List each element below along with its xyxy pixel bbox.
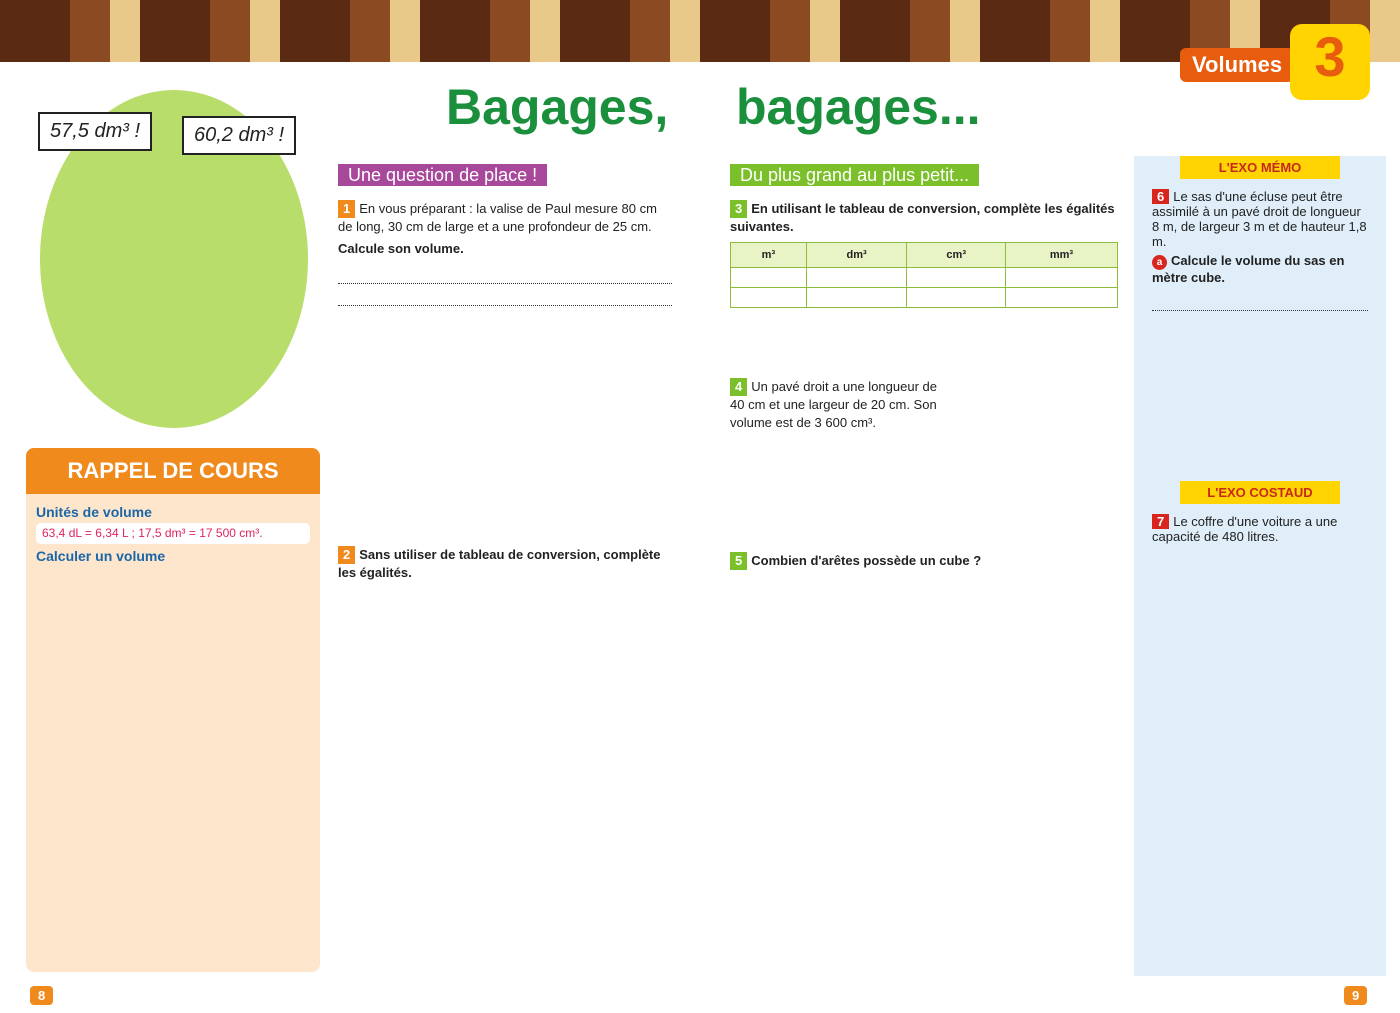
- speech-bubble-2: 60,2 dm³ !: [182, 116, 296, 155]
- sidebar: L'EXO MÉMO 6 Le sas d'une écluse peut être assimilé à un pavé droit de longueur 8 m, de largeur 3 m et de hauteur 1,8 m. a Calcule le volume du sas en mètre cube. L'EXO COSTAUD 7 Le coffre d'une voiture a une capacité de 480 litres.: [1134, 156, 1386, 976]
- exercise-5: Combien d'arêtes possède un cube ?: [751, 553, 982, 568]
- exercise-4: Un pavé droit a une longueur de 40 cm et une largeur de 20 cm. Son volume est de 3 600 cm³.: [730, 379, 937, 430]
- answer-line[interactable]: [338, 262, 672, 284]
- chapter-label: Volumes: [1180, 48, 1294, 82]
- answer-line[interactable]: [338, 284, 672, 306]
- section-title-left: Une question de place !: [338, 164, 547, 186]
- section-title-right: Du plus grand au plus petit...: [730, 164, 979, 186]
- exercise-1a-task: Calcule son volume.: [338, 241, 464, 256]
- exercise-1: En vous préparant : la valise de Paul mesure 80 cm de long, 30 cm de large et a une profondeur de 25 cm.: [338, 201, 657, 234]
- page-number-right: 9: [1344, 986, 1367, 1005]
- page-number-left: 8: [30, 986, 53, 1005]
- rappel-heading-1: Unités de volume: [36, 504, 152, 520]
- exercise-6: Le sas d'une écluse peut être assimilé à un pavé droit de longueur 8 m, de largeur 3 m et de hauteur 1,8 m.: [1152, 189, 1367, 249]
- exercise-6a: Calcule le volume du sas en mètre cube.: [1152, 253, 1345, 285]
- chapter-number: 3: [1290, 24, 1370, 100]
- rappel-example: 63,4 dL = 6,34 L ; 17,5 dm³ = 17 500 cm³.: [36, 523, 310, 544]
- rappel-heading-2: Calculer un volume: [36, 548, 166, 564]
- right-column: Du plus grand au plus petit... 3 En utilisant le tableau de conversion, complète les égalités suivantes. m³ dm³ cm³ mm³ 4 Un pavé droit a une longueur de 40 cm et une largeur de 20 cm. Son volume est de 3 600 cm³. 5 Combien d'arêtes possède un cube ?: [730, 164, 1118, 574]
- left-column: Une question de place ! 1 En vous préparant : la valise de Paul mesure 80 cm de long, 30 cm de large et a une profondeur de 25 cm. Calcule son volume. 2 Sans utiliser de tableau de conversion, complète les égalités.: [338, 164, 672, 586]
- rappel-title: RAPPEL DE COURS: [26, 448, 320, 494]
- exercise-3: En utilisant le tableau de conversion, complète les égalités suivantes.: [730, 201, 1115, 234]
- answer-line[interactable]: [1152, 289, 1368, 311]
- page-title-left: Bagages,: [446, 79, 669, 135]
- exercise-7: Le coffre d'une voiture a une capacité de 480 litres.: [1152, 514, 1338, 544]
- speech-bubble-1: 57,5 dm³ !: [38, 112, 152, 151]
- exo-memo-tag: L'EXO MÉMO: [1180, 156, 1340, 179]
- exercise-2: Sans utiliser de tableau de conversion, complète les égalités.: [338, 547, 661, 580]
- exo-costaud-tag: L'EXO COSTAUD: [1180, 481, 1340, 504]
- page-title-right: bagages...: [736, 79, 981, 135]
- conversion-table[interactable]: m³ dm³ cm³ mm³: [730, 242, 1118, 308]
- rappel-box: [26, 448, 320, 972]
